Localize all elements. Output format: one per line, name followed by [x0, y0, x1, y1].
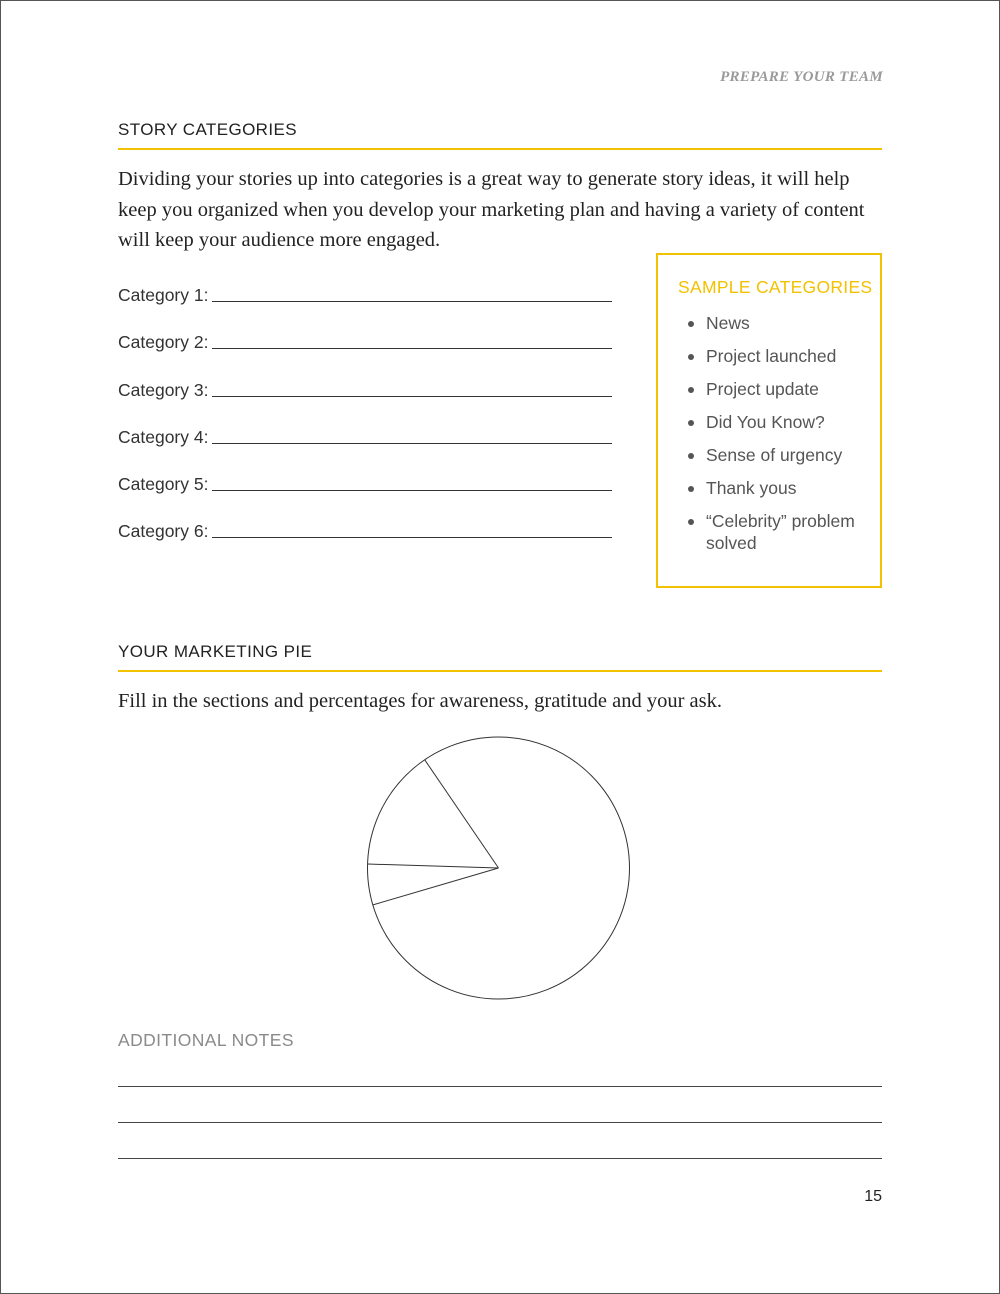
list-item-text: Sense of urgency	[706, 445, 843, 465]
category-label: Category 5:	[118, 474, 209, 495]
category-row-6	[118, 517, 612, 542]
category-row-4	[118, 423, 612, 448]
pie-divider-1	[425, 760, 499, 869]
pie-instructions: Fill in the sections and percentages for awareness, gratitude and your ask.	[118, 690, 722, 712]
category-blank-line[interactable]	[212, 442, 612, 444]
list-item	[684, 510, 874, 554]
bullet-icon	[688, 519, 694, 525]
category-blank-line[interactable]	[212, 395, 612, 397]
notes-line-3[interactable]	[118, 1157, 882, 1159]
notes-line-2[interactable]	[118, 1121, 882, 1123]
category-blank-line[interactable]	[212, 300, 612, 302]
category-row-2	[118, 328, 612, 353]
list-item	[684, 444, 874, 466]
category-blank-line[interactable]	[212, 536, 612, 538]
sample-categories-title: SAMPLE CATEGORIES	[678, 277, 873, 297]
running-head: PREPARE YOUR TEAM	[720, 69, 883, 85]
bullet-icon	[688, 354, 694, 360]
category-label: Category 4:	[118, 426, 209, 447]
category-label: Category 2:	[118, 332, 209, 353]
category-label: Category 3:	[118, 379, 209, 400]
sample-categories-box	[656, 253, 882, 588]
category-label: Category 1:	[118, 285, 209, 305]
bullet-icon	[688, 387, 694, 393]
list-item-text: Project launched	[706, 346, 837, 366]
additional-notes-heading: ADDITIONAL NOTES	[118, 1030, 294, 1050]
list-item	[684, 411, 874, 433]
category-label: Category 6:	[118, 521, 209, 542]
sample-categories-list	[684, 312, 874, 565]
notes-line-1[interactable]	[118, 1085, 882, 1087]
marketing-pie-chart[interactable]	[360, 730, 640, 1010]
bullet-icon	[688, 321, 694, 327]
story-intro-paragraph: Dividing your stories up into categories is a great way to generate story ideas, it will help keep you organized when you develop your marketing plan and having a variety of content will keep your audience more engaged.	[118, 168, 865, 251]
bullet-icon	[688, 453, 694, 459]
category-blank-line[interactable]	[212, 489, 612, 491]
list-item-text: Did You Know?	[706, 412, 825, 432]
list-item	[684, 477, 874, 499]
list-item-text: Thank yous	[706, 478, 797, 498]
page-number: 15	[864, 1188, 882, 1205]
list-item	[684, 345, 874, 367]
category-row-1	[118, 281, 612, 306]
pie-divider-3	[373, 868, 499, 905]
bullet-icon	[688, 486, 694, 492]
marketing-pie-heading: YOUR MARKETING PIE	[118, 642, 882, 672]
list-item-text: “Celebrity” problem solved	[706, 511, 855, 553]
category-row-3	[118, 376, 612, 401]
list-item	[684, 378, 874, 400]
story-categories-heading: STORY CATEGORIES	[118, 120, 882, 150]
category-row-5	[118, 470, 612, 495]
bullet-icon	[688, 420, 694, 426]
category-list	[118, 281, 612, 565]
list-item	[684, 312, 874, 334]
list-item-text: News	[706, 313, 750, 333]
pie-divider-2	[368, 864, 499, 868]
category-blank-line[interactable]	[212, 347, 612, 349]
list-item-text: Project update	[706, 379, 819, 399]
